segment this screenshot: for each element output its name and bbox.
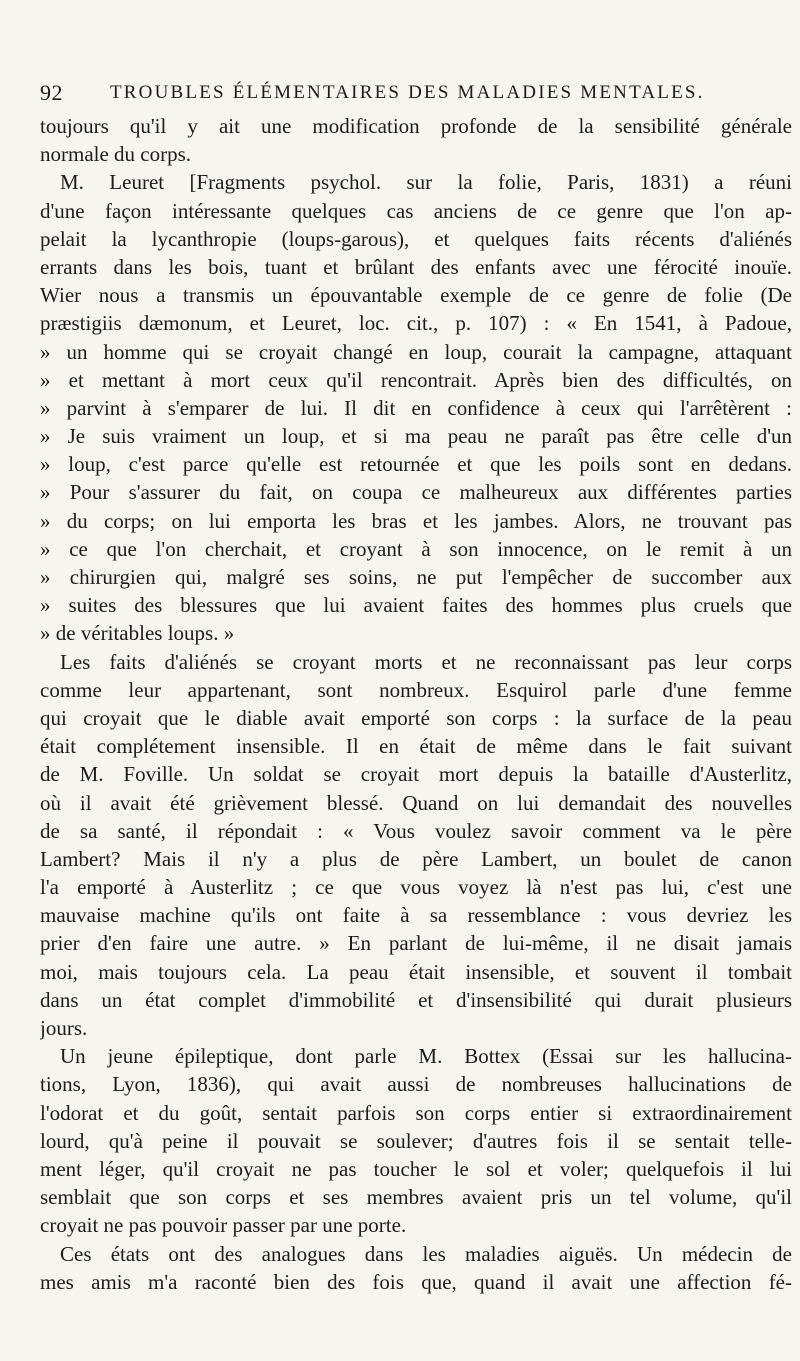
text-line: M. Leuret [Fragments psychol. sur la folie, Paris, 1831) a réuni (60, 170, 792, 195)
text-line: de M. Foville. Un soldat se croyait mort depuis la bataille d'Austerlitz, (40, 762, 792, 787)
text-line: » parvint à s'emparer de lui. Il dit en confidence à ceux qui l'arrêtèrent : (40, 395, 792, 420)
text-line: præstigiis dæmonum, et Leuret, loc. cit., p. 107) : « En 1541, à Padoue, (40, 311, 792, 336)
text-line: Ces états ont des analogues dans les maladies aiguës. Un médecin de (60, 1241, 792, 1266)
text-line: » Pour s'assurer du fait, on coupa ce malheureux aux différentes parties (40, 480, 792, 505)
text-line: errants dans les bois, tuant et brûlant des enfants avec une férocité inouïe. (40, 254, 792, 279)
text-line: moi, mais toujours cela. La peau était insensible, et souvent il tombait (40, 959, 792, 984)
running-title: TROUBLES ÉLÉMENTAIRES DES MALADIES MENTALES. (110, 82, 705, 103)
text-line: » un homme qui se croyait changé en loup, courait la campagne, attaquant (40, 339, 792, 364)
text-line: » et mettant à mort ceux qu'il rencontrait. Après bien des difficultés, on (40, 367, 792, 392)
text-line: normale du corps. (40, 142, 192, 167)
text-line: » loup, c'est parce qu'elle est retournée et que les poils sont en dedans. (40, 452, 792, 477)
text-line: » ce que l'on cherchait, et croyant à son innocence, on le remit à un (40, 536, 792, 561)
text-line: où il avait été grièvement blessé. Quand on lui demandait des nouvelles (40, 790, 792, 815)
page-header (0, 80, 800, 106)
text-line: pelait la lycanthropie (loups-garous), et quelques faits récents d'aliénés (40, 226, 792, 251)
text-line: était complétement insensible. Il en était de même dans le fait suivant (40, 734, 792, 759)
text-line: mauvaise machine qu'ils ont faite à sa ressemblance : vous devriez les (40, 903, 792, 928)
text-line: mes amis m'a raconté bien des fois que, quand il avait une affection fé- (40, 1269, 792, 1294)
text-line: tions, Lyon, 1836), qui avait aussi de nombreuses hallucinations de (40, 1072, 792, 1097)
body-text (40, 112, 792, 1296)
text-line: comme leur appartenant, sont nombreux. Esquirol parle d'une femme (40, 677, 792, 702)
text-line: jours. (40, 1016, 88, 1040)
text-line: qui croyait que le diable avait emporté son corps : la surface de la peau (40, 705, 792, 730)
text-line: » du corps; on lui emporta les bras et les jambes. Alors, ne trouvant pas (40, 508, 792, 533)
text-line: semblait que son corps et ses membres avaient pris un tel volume, qu'il (40, 1185, 792, 1210)
text-line: de sa santé, il répondait : « Vous voulez savoir comment va le père (40, 818, 792, 843)
text-line: » Je suis vraiment un loup, et si ma peau ne paraît pas être celle d'un (40, 424, 792, 449)
text-line: » chirurgien qui, malgré ses soins, ne put l'empêcher de succomber aux (40, 565, 792, 589)
page-number: 92 (40, 80, 63, 105)
text-line: » suites des blessures que lui avaient faites des hommes plus cruels que (40, 593, 792, 618)
text-line: prier d'en faire une autre. » En parlant de lui-même, il ne disait jamais (40, 931, 792, 956)
text-line: l'a emporté à Austerlitz ; ce que vous voyez là n'est pas lui, c'est une (40, 875, 792, 900)
text-line: croyait ne pas pouvoir passer par une porte. (40, 1213, 407, 1238)
text-line: Lambert? Mais il n'y a plus de père Lambert, un boulet de canon (40, 846, 792, 871)
text-line: Wier nous a transmis un épouvantable exemple de ce genre de folie (De (40, 283, 792, 308)
text-line: ment léger, qu'il croyait ne pas toucher le sol et voler; quelquefois il lui (40, 1156, 792, 1181)
text-line: d'une façon intéressante quelques cas anciens de ce genre que l'on ap- (40, 198, 792, 223)
text-line: Un jeune épileptique, dont parle M. Bottex (Essai sur les hallucina- (60, 1044, 792, 1069)
text-line: Les faits d'aliénés se croyant morts et ne reconnaissant pas leur corps (60, 649, 792, 674)
text-line: dans un état complet d'immobilité et d'insensibilité qui durait plusieurs (40, 987, 792, 1012)
text-line: l'odorat et du goût, sentait parfois son corps entier si extraordinairement (40, 1100, 792, 1125)
text-line: » de véritables loups. » (40, 621, 235, 646)
text-line: lourd, qu'à peine il pouvait se soulever; d'autres fois il se sentait telle- (40, 1128, 792, 1153)
text-line: toujours qu'il y ait une modification profonde de la sensibilité générale (40, 114, 792, 138)
